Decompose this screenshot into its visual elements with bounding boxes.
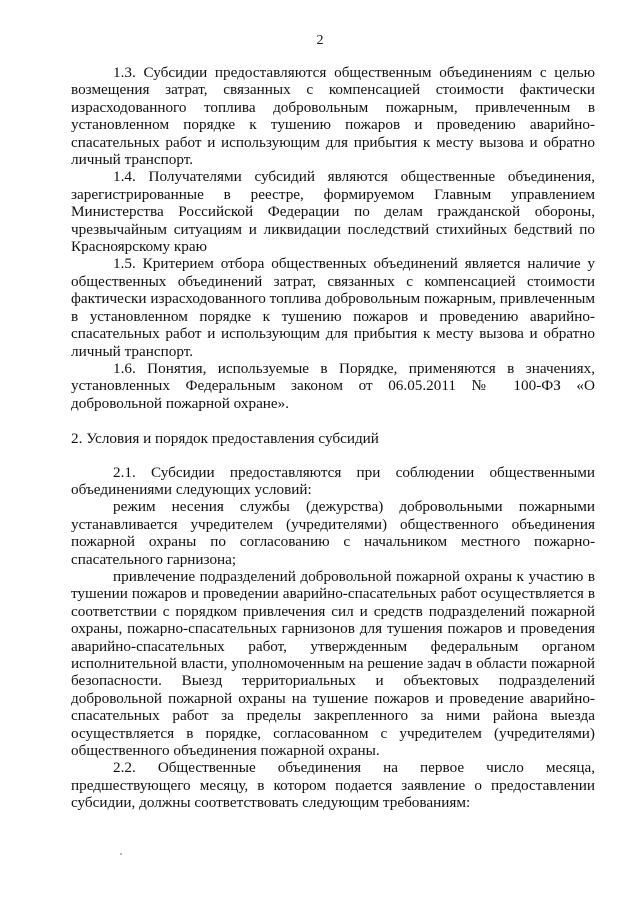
paragraph-2-2: 2.2. Общественные объединения на первое число месяца, предшествующего месяцу, в котором подается заявление о предоставлении субсидии, должны соответствовать следующим требованиям: (71, 759, 595, 812)
condition-involvement: привлечение подразделений добровольной пожарной охраны к участию в тушении пожаров и проведении аварийно-спасательных работ осуществляется в соответствии с порядком привлечения сил и средств подразделений пожарной охраны, пожарно-спасательных гарнизонов для тушения пожаров и проведения аварийно-спасательных работ, утвержденным федеральным органом исполнительной власти, уполномоченным на решение задач в области пожарной безопасности. Выезд территориальных и объектовых подразделений добровольной пожарной охраны на тушение пожаров и проведение аварийно-спасательных работ за пределы закрепленного за ними района выезда осуществляется в порядке, согласованном с учредителем (учредителями) общественного объединения пожарной охраны. (71, 567, 595, 760)
document-body (71, 64, 595, 812)
paragraph-1-4: 1.4. Получателями субсидий являются общественные объединения, зарегистрированные в реестре, формируемом Главным управлением Министерства Российской Федерации по делам гражданской обороны, чрезвычайным ситуациям и ликвидации последствий стихийных бедствий по Красноярскому краю (71, 168, 595, 256)
paragraph-1-6: 1.6. Понятия, используемые в Порядке, применяются в значениях, установленных Федеральным законом от 06.05.2011 № 100-ФЗ «О добровольной пожарной охране». (71, 359, 595, 412)
paragraph-2-1: 2.1. Субсидии предоставляются при соблюдении общественными объединениями следующих условий: (71, 463, 595, 498)
paragraph-1-5: 1.5. Критерием отбора общественных объединений является наличие у общественных объединений затрат, связанных с компенсацией стоимости фактически израсходованного топлива добровольным пожарным, привлеченным в установленном порядке к тушению пожаров и проведению аварийно-спасательных работ и использующим для прибытия к месту вызова и обратно личный транспорт. (71, 255, 595, 360)
section-heading: 2. Условия и порядок предоставления субсидий (71, 430, 379, 448)
page-number: 2 (316, 33, 324, 48)
scan-speck (120, 853, 122, 855)
condition-duty-regime: режим несения службы (дежурства) добровольными пожарными устанавливается учредителем (учредителями) общественного объединения пожарной охраны по согласованию с начальником местного пожарно-спасательного гарнизона; (71, 498, 595, 568)
paragraph-1-3: 1.3. Субсидии предоставляются общественным объединениям с целью возмещения затрат, связанных с компенсацией стоимости фактически израсходованного топлива добровольным пожарным, привлеченным в установленном порядке к тушению пожаров и проведению аварийно-спасательных работ и использующим для прибытия к месту вызова и обратно личный транспорт. (71, 64, 595, 169)
